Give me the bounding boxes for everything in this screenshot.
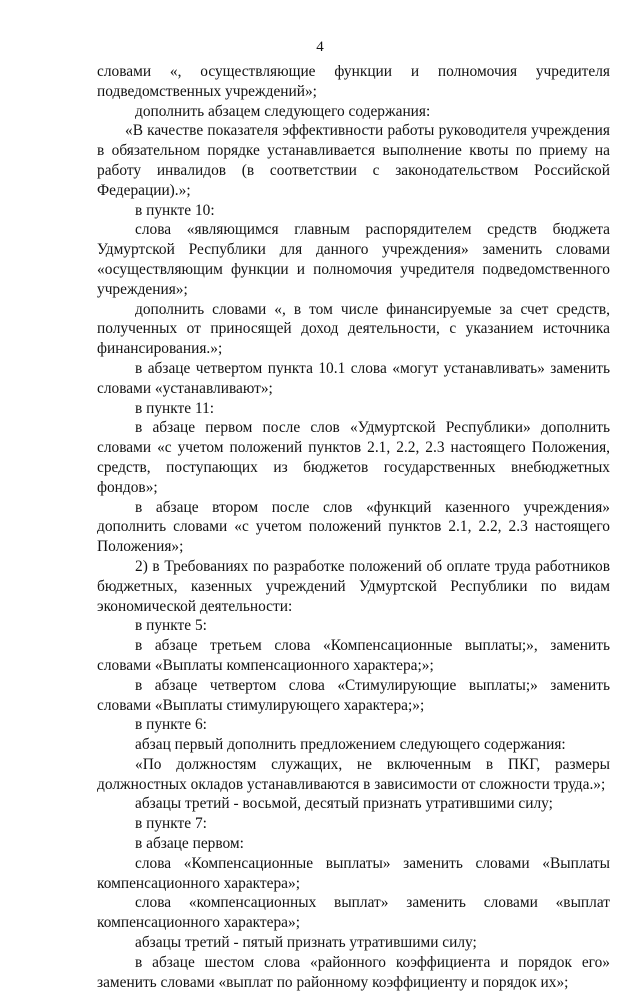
paragraph: в абзаце шестом слова «районного коэффициента и порядок его» заменить словами «выплат по районному коэффициенту и порядок их»; <box>97 953 610 991</box>
paragraph: 2) в Требованиях по разработке положений об оплате труда работников бюджетных, казенных учреждений Удмуртской Республики по видам экономической деятельности: <box>97 557 610 615</box>
paragraph: в абзаце четвертом слова «Стимулирующие выплаты;» заменить словами «Выплаты стимулирующего характера;»; <box>97 676 610 714</box>
paragraph: абзацы третий - пятый признать утратившими силу; <box>135 934 477 952</box>
paragraph: абзац первый дополнить предложением следующего содержания: <box>135 736 566 754</box>
paragraph: в пункте 5: <box>135 617 207 635</box>
paragraph: в пункте 10: <box>135 201 215 219</box>
paragraph: дополнить словами «, в том числе финансируемые за счет средств, полученных от приносящей доход деятельности, с указанием источника финансирования.»; <box>97 300 610 358</box>
paragraph: слова «являющимся главным распорядителем средств бюджета Удмуртской Республики для данного учреждения» заменить словами «осуществляющим функции и полномочия учредителя подведомственного учреждения»; <box>97 221 610 298</box>
paragraph: в абзаце четвертом пункта 10.1 слова «могут устанавливать» заменить словами «устанавливают»; <box>97 359 610 397</box>
paragraph: в абзаце первом: <box>135 835 244 853</box>
paragraph: в пункте 6: <box>135 716 207 734</box>
document-body <box>97 62 610 992</box>
paragraph: словами «, осуществляющие функции и полномочия учредителя подведомственных учреждений»; <box>97 63 610 100</box>
page-number: 4 <box>316 39 324 55</box>
paragraph: «По должностям служащих, не включенным в ПКГ, размеры должностных окладов устанавливаются в зависимости от сложности труда.»; <box>97 755 610 793</box>
paragraph: в пункте 11: <box>135 399 215 417</box>
paragraph: слова «Компенсационные выплаты» заменить словами «Выплаты компенсационного характера»; <box>97 854 610 892</box>
paragraph: в абзаце третьем слова «Компенсационные выплаты;», заменить словами «Выплаты компенсационного характера;»; <box>97 637 610 674</box>
paragraph: в абзаце первом после слов «Удмуртской Республики» дополнить словами «с учетом положений пунктов 2.1, 2.2, 2.3 настоящего Положения, средств, поступающих из бюджетов государственных внебюджетных фондов»; <box>97 419 610 496</box>
paragraph: дополнить абзацем следующего содержания: <box>135 102 431 120</box>
paragraph: слова «компенсационных выплат» заменить словами «выплат компенсационного характера»; <box>97 894 610 932</box>
paragraph: в абзаце втором после слов «функций казенного учреждения» дополнить словами «с учетом положений пунктов 2.1, 2.2, 2.3 настоящего Положения»; <box>97 498 610 556</box>
paragraph: «В качестве показателя эффективности работы руководителя учреждения в обязательном порядке устанавливается выполнение квоты по приему на работу инвалидов (в соответствии с законодательством Российской Федерации).»; <box>97 122 610 199</box>
paragraph: в пункте 7: <box>135 815 207 833</box>
paragraph: абзацы третий - восьмой, десятый признать утратившими силу; <box>135 795 553 813</box>
